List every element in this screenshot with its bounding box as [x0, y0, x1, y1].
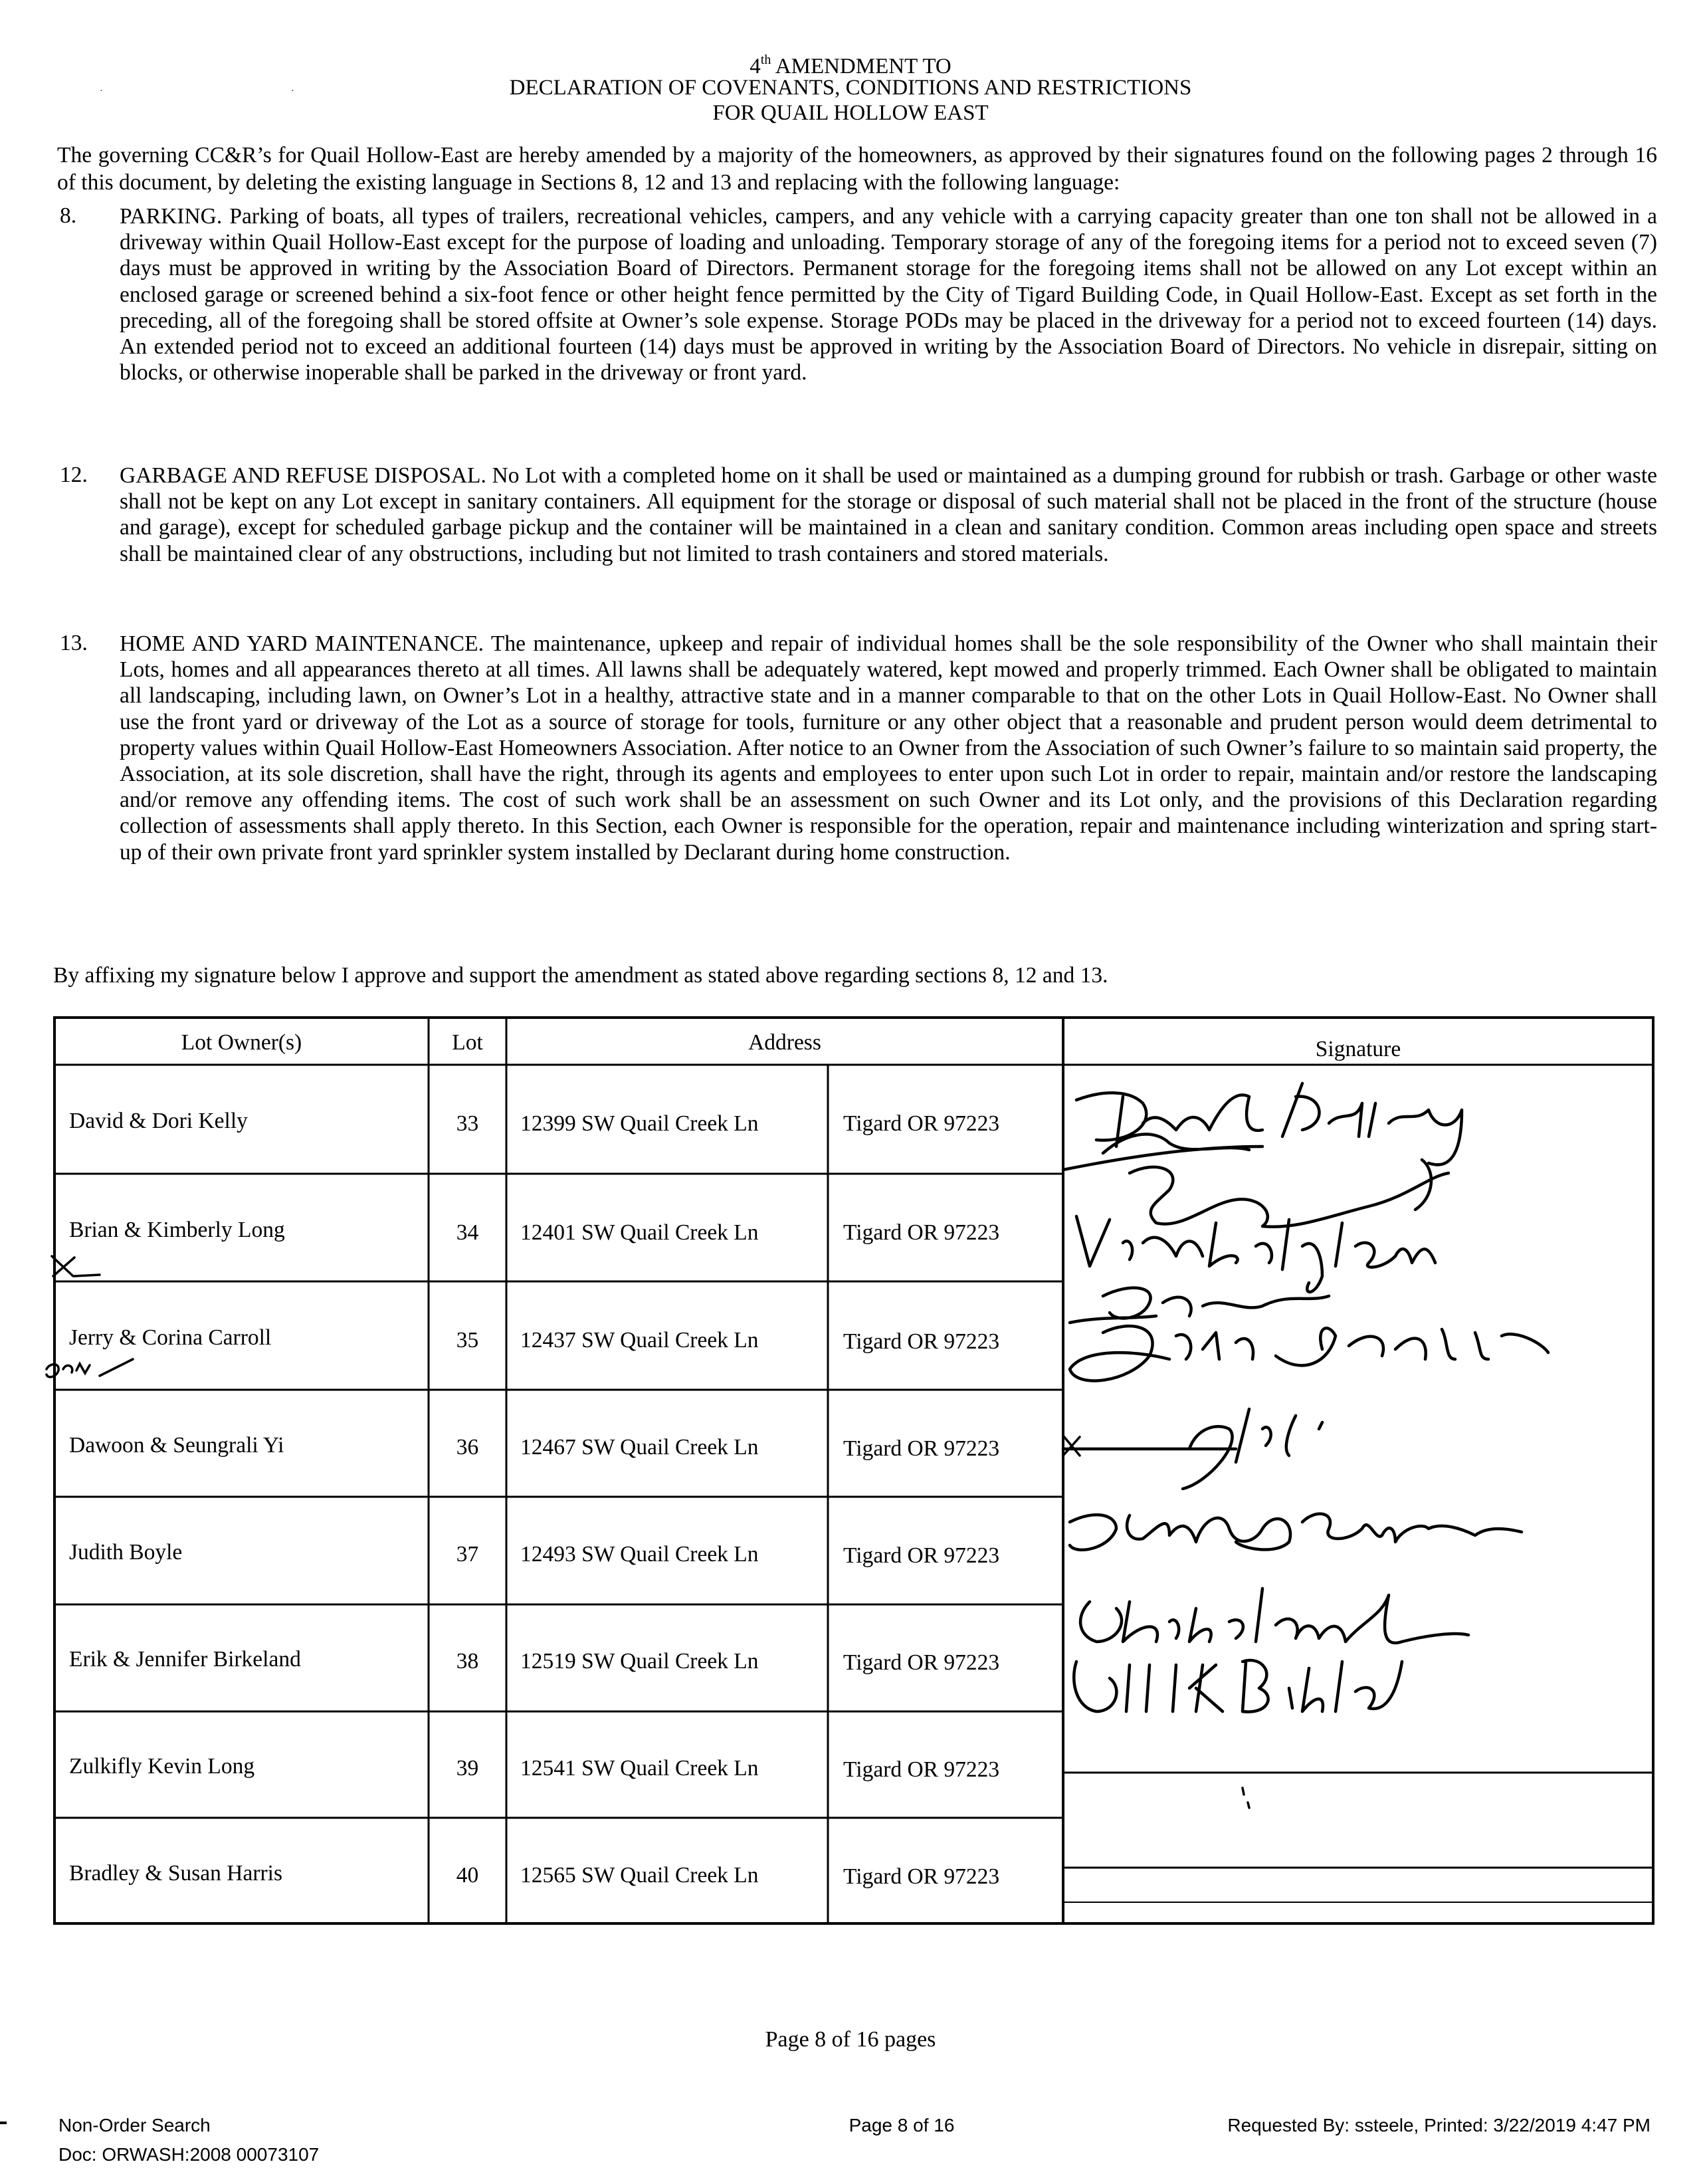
- header-address: Address: [748, 1030, 821, 1055]
- header-lot: Lot: [452, 1030, 483, 1055]
- header-lot-owners: Lot Owner(s): [181, 1030, 302, 1055]
- page-number: Page 8 of 16 pages: [765, 2027, 936, 2052]
- community-title: FOR QUAIL HOLLOW EAST: [712, 101, 989, 125]
- title-ordinal: 4: [750, 55, 761, 78]
- row-lot: 40: [456, 1863, 479, 1888]
- declaration-title: DECLARATION OF COVENANTS, CONDITIONS AND RESTRICTIONS: [509, 76, 1192, 100]
- row-lot: 36: [456, 1435, 479, 1460]
- row-owner: Bradley & Susan Harris: [69, 1861, 282, 1886]
- row-owner: Erik & Jennifer Birkeland: [69, 1647, 301, 1672]
- row-city: Tigard OR 97223: [843, 1220, 1000, 1245]
- row-city: Tigard OR 97223: [843, 1436, 1000, 1461]
- header-signature: Signature: [1315, 1037, 1401, 1061]
- row-owner: David & Dori Kelly: [69, 1109, 248, 1133]
- row-lot: 34: [456, 1220, 479, 1245]
- initials-mark: [47, 1359, 133, 1377]
- row-street: 12401 SW Quail Creek Ln: [520, 1220, 759, 1245]
- section-number: 8.: [60, 203, 77, 228]
- title-rest: AMENDMENT TO: [771, 55, 951, 78]
- section-number: 13.: [60, 631, 88, 655]
- row-owner: Dawoon & Seungrali Yi: [69, 1433, 284, 1458]
- row-lot: 33: [456, 1111, 479, 1136]
- row-street: 12565 SW Quail Creek Ln: [520, 1863, 759, 1888]
- row-city: Tigard OR 97223: [843, 1329, 1000, 1354]
- row-city: Tigard OR 97223: [843, 1864, 1000, 1889]
- row-lot: 38: [456, 1649, 479, 1674]
- footer-document-id: Doc: ORWASH:2008 00073107: [58, 2144, 320, 2165]
- row-city: Tigard OR 97223: [843, 1111, 1000, 1136]
- row-city: Tigard OR 97223: [843, 1650, 1000, 1675]
- scan-specks: · ·: [100, 86, 387, 96]
- row-owner: Brian & Kimberly Long: [69, 1218, 285, 1242]
- row-lot: 35: [456, 1328, 479, 1353]
- section-parking: PARKING. Parking of boats, all types of trailers, recreational vehicles, campers, and any vehicle with a carrying capacity greater than one ton shall not be allowed in a driveway within Quail Hollow-East except for the purpose of loading and unloading. Temporary storage of any of the foregoing items for a period not to exceed seven (7) days must be approved in writing by the Association Board of Directors. Permanent storage for the foregoing items shall not be allowed on any Lot except within an enclosed garage or screened behind a six-foot fence or other height fence permitted by the City of Tigard Building Code, in Quail Hollow-East. Except as set forth in the preceding, all of the foregoing shall be stored offsite at Owner’s sole expense. Storage PODs may be placed in the driveway for a period not to exceed fourteen (14) days. An extended period not to exceed an additional fourteen (14) days must be approved in writing by the Association Board of Directors. No vehicle in disrepair, sitting on blocks, or otherwise inoperable shall be parked in the driveway or front yard.: [120, 204, 1657, 385]
- row-owner: Judith Boyle: [69, 1540, 183, 1565]
- title-ordinal-suffix: th: [760, 53, 771, 67]
- footer-search-type: Non-Order Search: [58, 2115, 211, 2135]
- row-owner: Jerry & Corina Carroll: [69, 1325, 272, 1350]
- row-street: 12519 SW Quail Creek Ln: [520, 1649, 759, 1674]
- stray-mark: [1243, 1788, 1249, 1808]
- section-number: 12.: [60, 463, 88, 487]
- row-street: 12437 SW Quail Creek Ln: [520, 1328, 759, 1353]
- approval-statement: By affixing my signature below I approve and support the amendment as stated above regarding sections 8, 12 and 13.: [53, 963, 1108, 988]
- row-lot: 37: [456, 1542, 479, 1567]
- row-street: 12399 SW Quail Creek Ln: [520, 1111, 759, 1136]
- footer-page-indicator: Page 8 of 16: [849, 2115, 955, 2135]
- row-street: 12493 SW Quail Creek Ln: [520, 1542, 759, 1567]
- row-street: 12541 SW Quail Creek Ln: [520, 1756, 759, 1781]
- row-lot: 39: [456, 1756, 479, 1781]
- section-home-yard: HOME AND YARD MAINTENANCE. The maintenance, upkeep and repair of individual homes shall be the sole responsibility of the Owner who shall maintain their Lots, homes and all appearances thereto at all times. All lawns shall be adequately watered, kept mowed and properly trimmed. Each Owner shall be obligated to maintain all landscaping, including lawn, on Owner’s Lot in a healthy, attractive state and in a manner comparable to that on the other Lots in Quail Hollow-East. No Owner shall use the front yard or driveway of the Lot as a source of storage for tools, furniture or any other object that a reasonable and prudent person would deem detrimental to property values within Quail Hollow-East Homeowners Association. After notice to an Owner from the Association of such Owner’s failure to so maintain said property, the Association, at its sole discretion, shall have the right, through its agents and employees to enter upon such Lot in order to repair, maintain and/or restore the landscaping and/or remove any offending items. The cost of such work shall be an assessment on such Owner and its Lot only, and the provisions of this Declaration regarding collection of assessments shall apply thereto. In this Section, each Owner is responsible for the operation, repair and maintenance including winterization and spring start-up of their own private front yard sprinkler system installed by Declarant during home construction.: [120, 631, 1657, 865]
- row-owner: Zulkifly Kevin Long: [69, 1754, 255, 1779]
- row-city: Tigard OR 97223: [843, 1543, 1000, 1568]
- check-mark: [52, 1256, 100, 1276]
- footer-requested-by: Requested By: ssteele, Printed: 3/22/2019 4:47 PM: [1227, 2115, 1651, 2135]
- row-city: Tigard OR 97223: [843, 1757, 1000, 1782]
- x-mark: [1063, 1436, 1080, 1456]
- row-street: 12467 SW Quail Creek Ln: [520, 1435, 759, 1460]
- section-garbage: GARBAGE AND REFUSE DISPOSAL. No Lot with a completed home on it shall be used or maintained as a dumping ground for rubbish or trash. Garbage or other waste shall not be kept on any Lot except in sanitary containers. All equipment for the storage or disposal of such material shall not be placed in the front of the structure (house and garage), except for scheduled garbage pickup and the container will be maintained in a clean and sanitary condition. Common areas including open space and streets shall be maintained clear of any obstructions, including but not limited to trash containers and stored materials.: [120, 463, 1657, 566]
- intro-paragraph: The governing CC&R’s for Quail Hollow-East are hereby amended by a majority of the homeowners, as approved by their signatures found on the following pages 2 through 16 of this document, by deleting the existing language in Sections 8, 12 and 13 and replacing with the following language:: [57, 143, 1657, 195]
